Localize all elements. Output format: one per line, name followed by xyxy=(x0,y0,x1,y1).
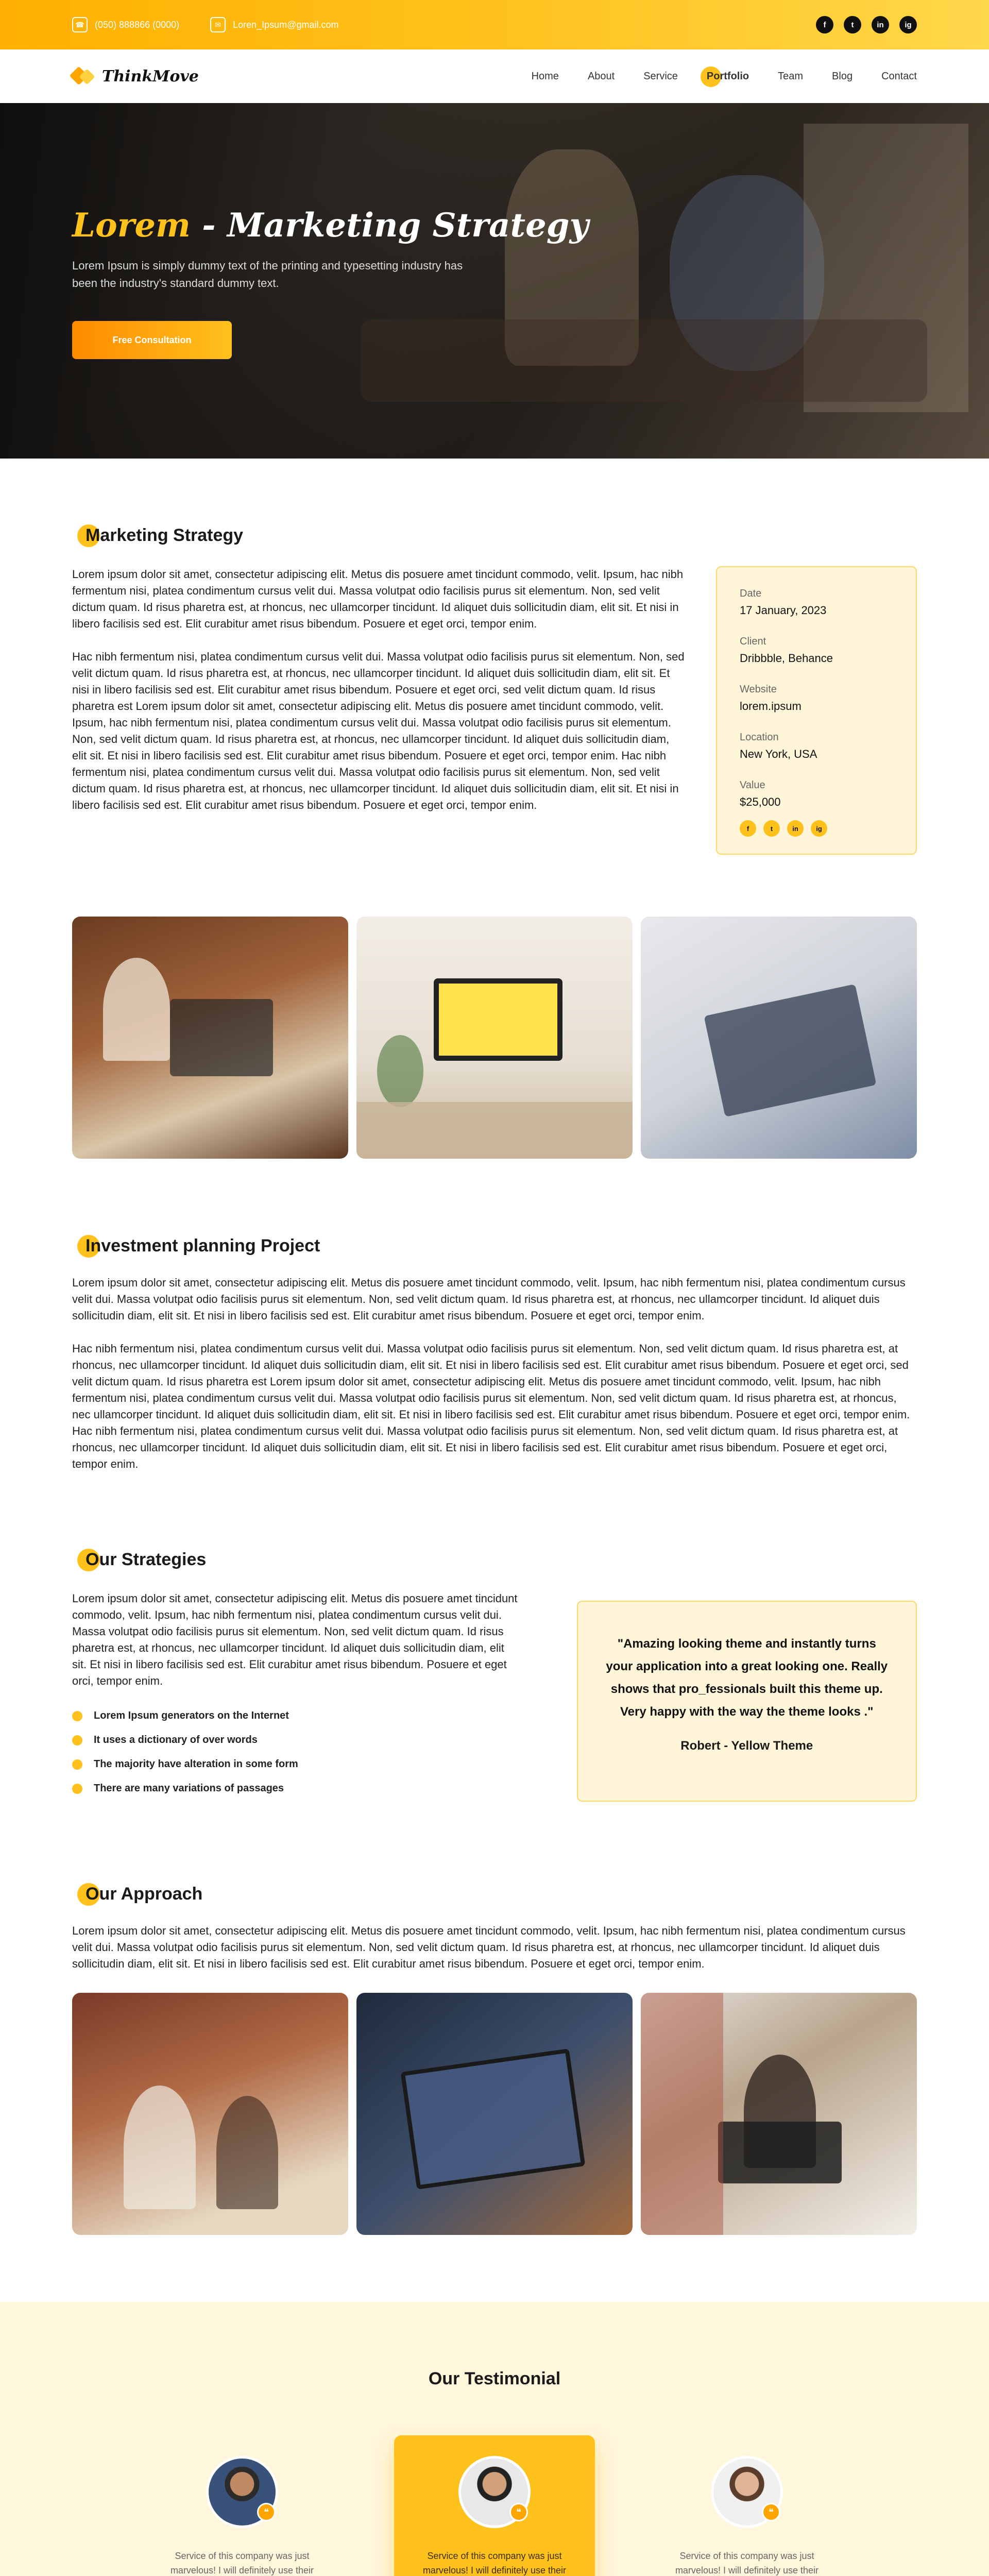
quote-icon: ❝ xyxy=(257,2503,276,2521)
marketing-section xyxy=(72,459,917,1159)
hero-title xyxy=(72,206,589,245)
avatar xyxy=(711,2456,783,2528)
hero-title-accent: Lorem xyxy=(72,206,191,245)
quote-card xyxy=(577,1601,917,1802)
quote-author: Robert - Yellow Theme xyxy=(680,1739,813,1753)
bullet-icon xyxy=(72,1711,82,1721)
strategies-title xyxy=(72,1550,917,1570)
topbar-phone-text: (050) 888866 (0000) xyxy=(95,19,180,30)
mail-icon: ✉ xyxy=(210,17,226,32)
list-item-text: It uses a dictionary of over words xyxy=(94,1734,258,1745)
investment-para-2: Hac nibh fermentum nisi, platea condimentum cursus velit dui. Massa volutpat odio facilisis purus sit elementum. Non, sed velit dictum quam. Id risus pharetra est, at rhoncus, nec ullamcorper tincidunt. Id aliquet duis sollicitudin diam, elit sit. Et nisi in libero facilisis sed est. Elit curabitur amet risus bibendum. Posuere et eget orci, sed velit dictum quam. Id risus pharetra est Lorem ipsum dolor sit amet, consectetur adipiscing elit. Metus dis posuere amet tincidunt commodo, velit. Ipsum, hac nibh fermentum nisi, platea condimentum cursus velit dui. Massa volutpat odio facilisis purus sit elementum. Non, sed velit dictum quam. Id risus pharetra est, at rhoncus, nec ullamcorper tincidunt. Id aliquet duis sollicitudin diam, elit sit. Et nisi in libero facilisis sed est. Elit curabitur amet risus bibendum. Posuere et eget orci, tempor enim. Hac nibh fermentum nisi, platea condimentum cursus velit dui. Massa volutpat odio facilisis purus sit elementum. Non, sed velit dictum quam. Id risus pharetra est, at rhoncus, nec ullamcorper tincidunt. Id aliquet duis sollicitudin diam, elit sit. Et nisi in libero facilisis sed est. Elit curabitur amet risus bibendum. Posuere et eget orci, tempor enim. xyxy=(72,1342,910,1470)
instagram-icon[interactable]: ig xyxy=(899,16,917,33)
website-value[interactable]: lorem.ipsum xyxy=(740,700,802,713)
logo-text: ThinkMove xyxy=(102,67,199,86)
project-info-card xyxy=(716,566,917,855)
nav-item-contact[interactable]: Contact xyxy=(881,70,917,82)
approach-section xyxy=(72,1884,917,2235)
nav-item-team[interactable]: Team xyxy=(778,70,804,82)
marketing-title-text: Marketing Strategy xyxy=(86,526,244,545)
client-label: Client xyxy=(740,636,766,647)
testimonial-text: Service of this company was just marvelous! I will definitely use their xyxy=(422,2551,567,2575)
strategies-list xyxy=(72,1710,520,1794)
phone-icon: ☎ xyxy=(72,17,88,32)
testimonial-card[interactable] xyxy=(646,2435,847,2576)
investment-title xyxy=(72,1236,917,1256)
facebook-icon[interactable]: f xyxy=(740,820,756,837)
location-label: Location xyxy=(740,732,779,743)
investment-section xyxy=(72,1236,917,1472)
facebook-icon[interactable]: f xyxy=(816,16,833,33)
testimonial-title xyxy=(0,2369,989,2389)
free-consultation-button[interactable]: Free Consultation xyxy=(72,321,232,359)
quote-text: "Amazing looking theme and instantly turns your application into a great looking one. Really shows that pro_fessionals built this theme up. Very happy with the way the theme looks ." xyxy=(606,1637,888,1719)
gallery-image-man-laptop xyxy=(641,1993,917,2235)
topbar-social xyxy=(816,16,917,33)
quote-icon: ❝ xyxy=(509,2503,528,2521)
avatar xyxy=(458,2456,531,2528)
list-item-text: The majority have alteration in some form xyxy=(94,1758,298,1770)
testimonial-card[interactable] xyxy=(142,2435,343,2576)
bullet-icon xyxy=(72,1784,82,1794)
nav-item-blog[interactable]: Blog xyxy=(832,70,853,82)
twitter-icon[interactable]: t xyxy=(844,16,861,33)
list-item xyxy=(72,1783,520,1794)
website-label: Website xyxy=(740,684,777,695)
twitter-icon[interactable]: t xyxy=(763,820,780,837)
hero-banner xyxy=(0,103,989,459)
avatar xyxy=(206,2456,278,2528)
linkedin-icon[interactable]: in xyxy=(787,820,804,837)
gallery-image-laptop-typing xyxy=(641,917,917,1159)
nav-item-about[interactable]: About xyxy=(587,70,615,82)
approach-title xyxy=(72,1884,917,1904)
gallery-image-monitor-desk xyxy=(356,917,633,1159)
testimonial-text: Service of this company was just marvelous! I will definitely use their xyxy=(675,2551,819,2575)
marketing-gallery xyxy=(72,917,917,1159)
testimonial-section xyxy=(0,2302,989,2576)
nav-menu xyxy=(532,71,917,82)
marketing-para-1: Lorem ipsum dolor sit amet, consectetur adipiscing elit. Metus dis posuere amet tincidunt commodo, velit. Ipsum, hac nibh fermentum nisi, platea condimentum cursus velit dui. Massa volutpat odio facilisis purus sit elementum. Non, sed velit dictum quam. Id risus pharetra est, at rhoncus, nec ullamcorper tincidunt. Id aliquet duis sollicitudin diam, elit sit. Et nisi in libero facilisis sed est. Elit curabitur amet risus bibendum. Posuere et eget orci, tempor enim. xyxy=(72,568,684,630)
strategies-title-text: Our Strategies xyxy=(86,1550,207,1569)
testimonial-card[interactable] xyxy=(394,2435,595,2576)
investment-para-1: Lorem ipsum dolor sit amet, consectetur adipiscing elit. Metus dis posuere amet tincidunt commodo, velit. Ipsum, hac nibh fermentum nisi, platea condimentum cursus velit dui. Massa volutpat odio facilisis purus sit elementum. Non, sed velit dictum quam. Id risus pharetra est, at rhoncus, nec ullamcorper tincidunt. Id aliquet duis sollicitudin diam, elit sit. Et nisi in libero facilisis sed est. Elit curabitur amet risus bibendum. Posuere et eget orci, tempor enim. xyxy=(72,1276,906,1322)
hero-title-rest: - Marketing Strategy xyxy=(190,206,589,245)
logo-mark-icon xyxy=(72,66,97,87)
list-item-text: Lorem Ipsum generators on the Internet xyxy=(94,1710,289,1721)
linkedin-icon[interactable]: in xyxy=(872,16,889,33)
list-item xyxy=(72,1734,520,1746)
hero-subtitle: Lorem Ipsum is simply dummy text of the printing and typesetting industry has been the industry's standard dummy text. xyxy=(72,259,463,290)
marketing-para-2: Hac nibh fermentum nisi, platea condimentum cursus velit dui. Massa volutpat odio facilisis purus sit elementum. Non, sed velit dictum quam. Id risus pharetra est, at rhoncus, nec ullamcorper tincidunt. Id aliquet duis sollicitudin diam, elit sit. Et nisi in libero facilisis sed est. Elit curabitur amet risus bibendum. Posuere et eget orci, sed velit dictum quam. Id risus pharetra est Lorem ipsum dolor sit amet, consectetur adipiscing elit. Metus dis posuere amet tincidunt commodo, velit. Ipsum, hac nibh fermentum nisi, platea condimentum cursus velit dui. Massa volutpat odio facilisis purus sit elementum. Non, sed velit dictum quam. Id risus pharetra est, at rhoncus, nec ullamcorper tincidunt. Id aliquet duis sollicitudin diam, elit sit. Et nisi in libero facilisis sed est. Elit curabitur amet risus bibendum. Posuere et eget orci, tempor enim. Hac nibh fermentum nisi, platea condimentum cursus velit dui. Massa volutpat odio facilisis purus sit elementum. Non, sed velit dictum quam. Id risus pharetra est, at rhoncus, nec ullamcorper tincidunt. Id aliquet duis sollicitudin diam, elit sit. Et nisi in libero facilisis sed est. Elit curabitur amet risus bibendum. Posuere et eget orci, tempor enim. xyxy=(72,650,685,811)
testimonial-text: Service of this company was just marvelous! I will definitely use their xyxy=(170,2551,314,2575)
topbar-email-text: Loren_Ipsum@gmail.com xyxy=(233,19,339,30)
date-label: Date xyxy=(740,588,762,599)
nav-item-home[interactable]: Home xyxy=(531,70,559,82)
marketing-title xyxy=(72,526,917,546)
nav-item-portfolio[interactable]: Portfolio xyxy=(706,70,749,82)
gallery-image-women-laptop xyxy=(72,917,348,1159)
logo[interactable] xyxy=(72,66,199,87)
approach-gallery xyxy=(72,1993,917,2235)
list-item xyxy=(72,1710,520,1722)
gallery-image-office-meeting xyxy=(72,1993,348,2235)
topbar-phone[interactable] xyxy=(72,17,179,32)
approach-para: Lorem ipsum dolor sit amet, consectetur adipiscing elit. Metus dis posuere amet tincidunt commodo, velit. Ipsum, hac nibh fermentum nisi, platea condimentum cursus velit dui. Massa volutpat odio facilisis purus sit elementum. Non, sed velit dictum quam. Id risus pharetra est, at rhoncus, nec ullamcorper tincidunt. Id aliquet duis sollicitudin diam, elit sit. Et nisi in libero facilisis sed est. Elit curabitur amet risus bibendum. Posuere et eget orci, tempor enim. xyxy=(72,1924,906,1970)
top-bar xyxy=(0,0,989,49)
topbar-email[interactable] xyxy=(210,17,338,32)
gallery-image-tablet-stylus xyxy=(356,1993,633,2235)
strategies-section xyxy=(72,1550,917,1807)
value-amount: $25,000 xyxy=(740,795,781,808)
strategies-para: Lorem ipsum dolor sit amet, consectetur adipiscing elit. Metus dis posuere amet tincidunt commodo, velit. Ipsum, hac nibh fermentum nisi, platea condimentum cursus velit dui. Massa volutpat odio facilisis purus sit elementum. Non, sed velit dictum quam. Id risus pharetra est, at rhoncus, nec ullamcorper tincidunt. Id aliquet duis sollicitudin diam, elit sit. Et nisi in libero facilisis sed est. Elit curabitur amet risus bibendum. Posuere et eget orci, tempor enim. xyxy=(72,1592,518,1687)
list-item xyxy=(72,1758,520,1770)
client-value: Dribbble, Behance xyxy=(740,652,833,665)
list-item-text: There are many variations of passages xyxy=(94,1783,284,1794)
bullet-icon xyxy=(72,1735,82,1745)
main-nav xyxy=(0,49,989,103)
bullet-icon xyxy=(72,1759,82,1770)
approach-title-text: Our Approach xyxy=(86,1884,203,1904)
quote-icon: ❝ xyxy=(762,2503,780,2521)
instagram-icon[interactable]: ig xyxy=(811,820,827,837)
info-social xyxy=(740,820,893,837)
value-label: Value xyxy=(740,779,765,791)
nav-item-service[interactable]: Service xyxy=(643,70,678,82)
investment-title-text: Investment planning Project xyxy=(86,1236,320,1256)
date-value: 17 January, 2023 xyxy=(740,604,827,617)
location-value: New York, USA xyxy=(740,748,817,760)
testimonial-title-text: Our Testimonial xyxy=(428,2369,561,2388)
